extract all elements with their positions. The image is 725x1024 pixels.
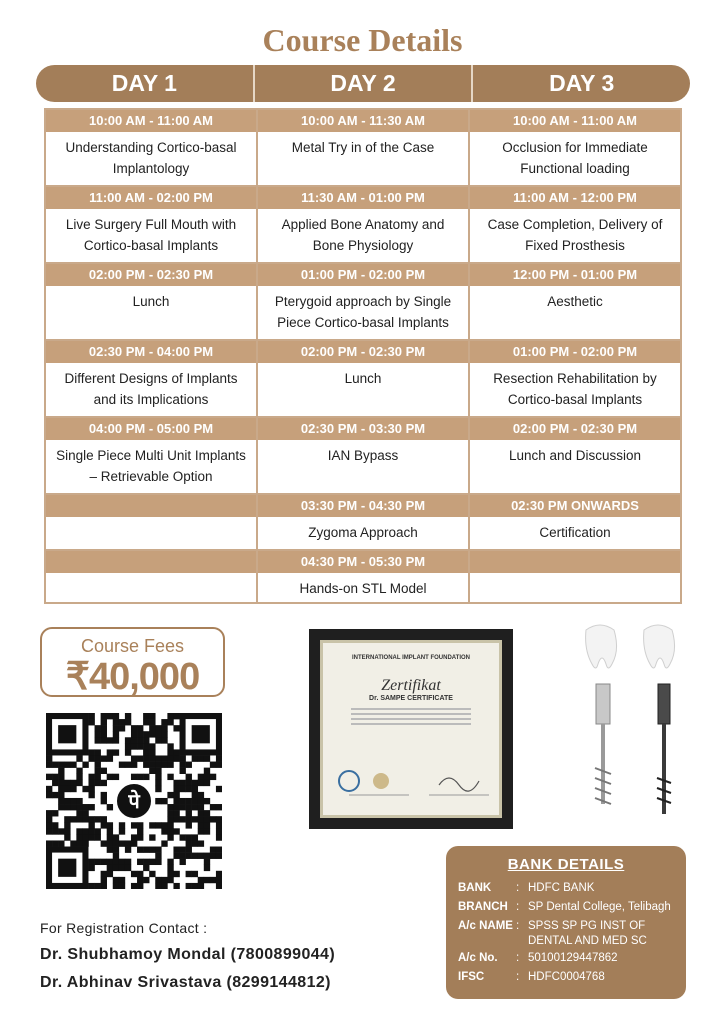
phonepe-icon — [115, 782, 153, 820]
qr-code — [46, 713, 222, 889]
time-slot: 02:00 PM - 02:30 PM — [258, 341, 468, 363]
session-topic: Lunch — [46, 286, 256, 341]
bank-row — [458, 968, 674, 987]
bank-key: BANK — [458, 882, 492, 894]
dental-implant-image — [578, 618, 698, 838]
session-topic: Understanding Cortico-basal Implantology — [46, 132, 256, 187]
registration-contact — [40, 920, 335, 992]
day-3-column — [468, 110, 680, 602]
bank-key: A/c No. — [458, 952, 498, 964]
payment-qr-code[interactable] — [46, 713, 222, 889]
separator: : — [516, 971, 520, 983]
session-topic: Lunch and Discussion — [470, 440, 680, 495]
session-topic: Single Piece Multi Unit Implants – Retrievable Option — [46, 440, 256, 495]
session-topic: Occlusion for Immediate Functional loading — [470, 132, 680, 187]
time-slot: 02:00 PM - 02:30 PM — [470, 418, 680, 440]
page-title: Course Details — [262, 22, 463, 58]
empty-topic — [46, 517, 256, 551]
fees-amount: ₹40,000 — [65, 656, 200, 698]
day-2-header: DAY 2 — [253, 65, 472, 102]
bank-row — [458, 898, 674, 917]
bank-value: SPSS SP PG INST OF DENTAL AND MED SC — [528, 920, 647, 947]
contact-1: Dr. Shubhamoy Mondal (7800899044) — [40, 946, 336, 963]
bank-details-title: BANK DETAILS — [507, 856, 625, 873]
contact-2: Dr. Abhinav Srivastava (8299144812) — [40, 974, 331, 991]
time-slot: 11:00 AM - 02:00 PM — [46, 187, 256, 209]
session-topic: Aesthetic — [470, 286, 680, 341]
time-slot: 04:00 PM - 05:00 PM — [46, 418, 256, 440]
separator: : — [516, 901, 520, 913]
empty-topic — [46, 573, 256, 602]
session-topic: Resection Rehabilitation by Cortico-basal Implants — [470, 363, 680, 418]
session-topic: Applied Bone Anatomy and Bone Physiology — [258, 209, 468, 264]
bank-value: 50100129447862 — [528, 952, 618, 964]
bank-details-box — [446, 846, 686, 999]
day-2-column — [256, 110, 468, 602]
time-slot: 11:30 AM - 01:00 PM — [258, 187, 468, 209]
empty-time-slot — [470, 551, 680, 573]
registration-label: For Registration Contact : — [40, 920, 208, 936]
certificate-image — [309, 629, 513, 829]
session-topic: Case Completion, Delivery of Fixed Prosthesis — [470, 209, 680, 264]
time-slot: 10:00 AM - 11:00 AM — [46, 110, 256, 132]
session-topic: Hands-on STL Model — [299, 581, 427, 596]
session-topic: Different Designs of Implants and its Implications — [46, 363, 256, 418]
empty-time-slot — [46, 551, 256, 573]
session-topic: Certification — [470, 517, 680, 551]
day-1-header: DAY 1 — [111, 70, 177, 96]
time-slot: 01:00 PM - 02:00 PM — [470, 341, 680, 363]
bank-key: BRANCH — [458, 901, 508, 913]
time-slot: 04:30 PM - 05:30 PM — [258, 551, 468, 573]
time-slot: 02:30 PM - 04:00 PM — [46, 341, 256, 363]
session-topic: Live Surgery Full Mouth with Cortico-basal Implants — [46, 209, 256, 264]
time-slot: 11:00 AM - 12:00 PM — [470, 187, 680, 209]
separator: : — [516, 952, 520, 964]
session-topic: Zygoma Approach — [258, 517, 468, 551]
bank-value: HDFC BANK — [528, 882, 595, 894]
time-slot: 10:00 AM - 11:30 AM — [258, 110, 468, 132]
certificate-title: Zertifikat — [381, 677, 441, 694]
bank-value: HDFC0004768 — [528, 971, 605, 983]
empty-time-slot — [46, 495, 256, 517]
time-slot: 02:30 PM - 03:30 PM — [258, 418, 468, 440]
bank-value: SP Dental College, Telibagh — [528, 901, 671, 913]
time-slot: 10:00 AM - 11:00 AM — [470, 110, 680, 132]
time-slot: 03:30 PM - 04:30 PM — [258, 495, 468, 517]
separator: : — [516, 882, 520, 894]
certificate-name: Dr. SAMPE CERTIFICATE — [369, 695, 453, 702]
certificate-seal-icon — [329, 761, 499, 801]
certificate-paper — [320, 640, 502, 818]
time-slot: 01:00 PM - 02:00 PM — [258, 264, 468, 286]
fees-label: Course Fees — [80, 636, 185, 656]
svg-text:पे: पे — [128, 789, 140, 813]
bank-key: A/c NAME — [458, 920, 513, 932]
session-topic: Lunch — [258, 363, 468, 418]
course-fees-box — [40, 627, 225, 697]
bank-row — [458, 949, 674, 968]
certificate-text-lines — [351, 708, 471, 725]
separator: : — [516, 920, 520, 932]
day-header-bar — [36, 65, 690, 102]
day-1-column — [46, 110, 256, 602]
schedule-table — [44, 108, 682, 604]
time-slot: 02:00 PM - 02:30 PM — [46, 264, 256, 286]
bank-row — [458, 917, 674, 949]
session-topic: Metal Try in of the Case — [258, 132, 468, 187]
certificate-org: INTERNATIONAL IMPLANT FOUNDATION — [352, 655, 470, 661]
bank-key: IFSC — [458, 971, 485, 983]
day-3-header: DAY 3 — [471, 65, 690, 102]
time-slot: 02:30 PM ONWARDS — [470, 495, 680, 517]
bank-row — [458, 879, 674, 898]
empty-topic — [470, 573, 680, 602]
session-topic: Pterygoid approach by Single Piece Cortico-basal Implants — [258, 286, 468, 341]
time-slot: 12:00 PM - 01:00 PM — [470, 264, 680, 286]
session-topic: IAN Bypass — [258, 440, 468, 495]
